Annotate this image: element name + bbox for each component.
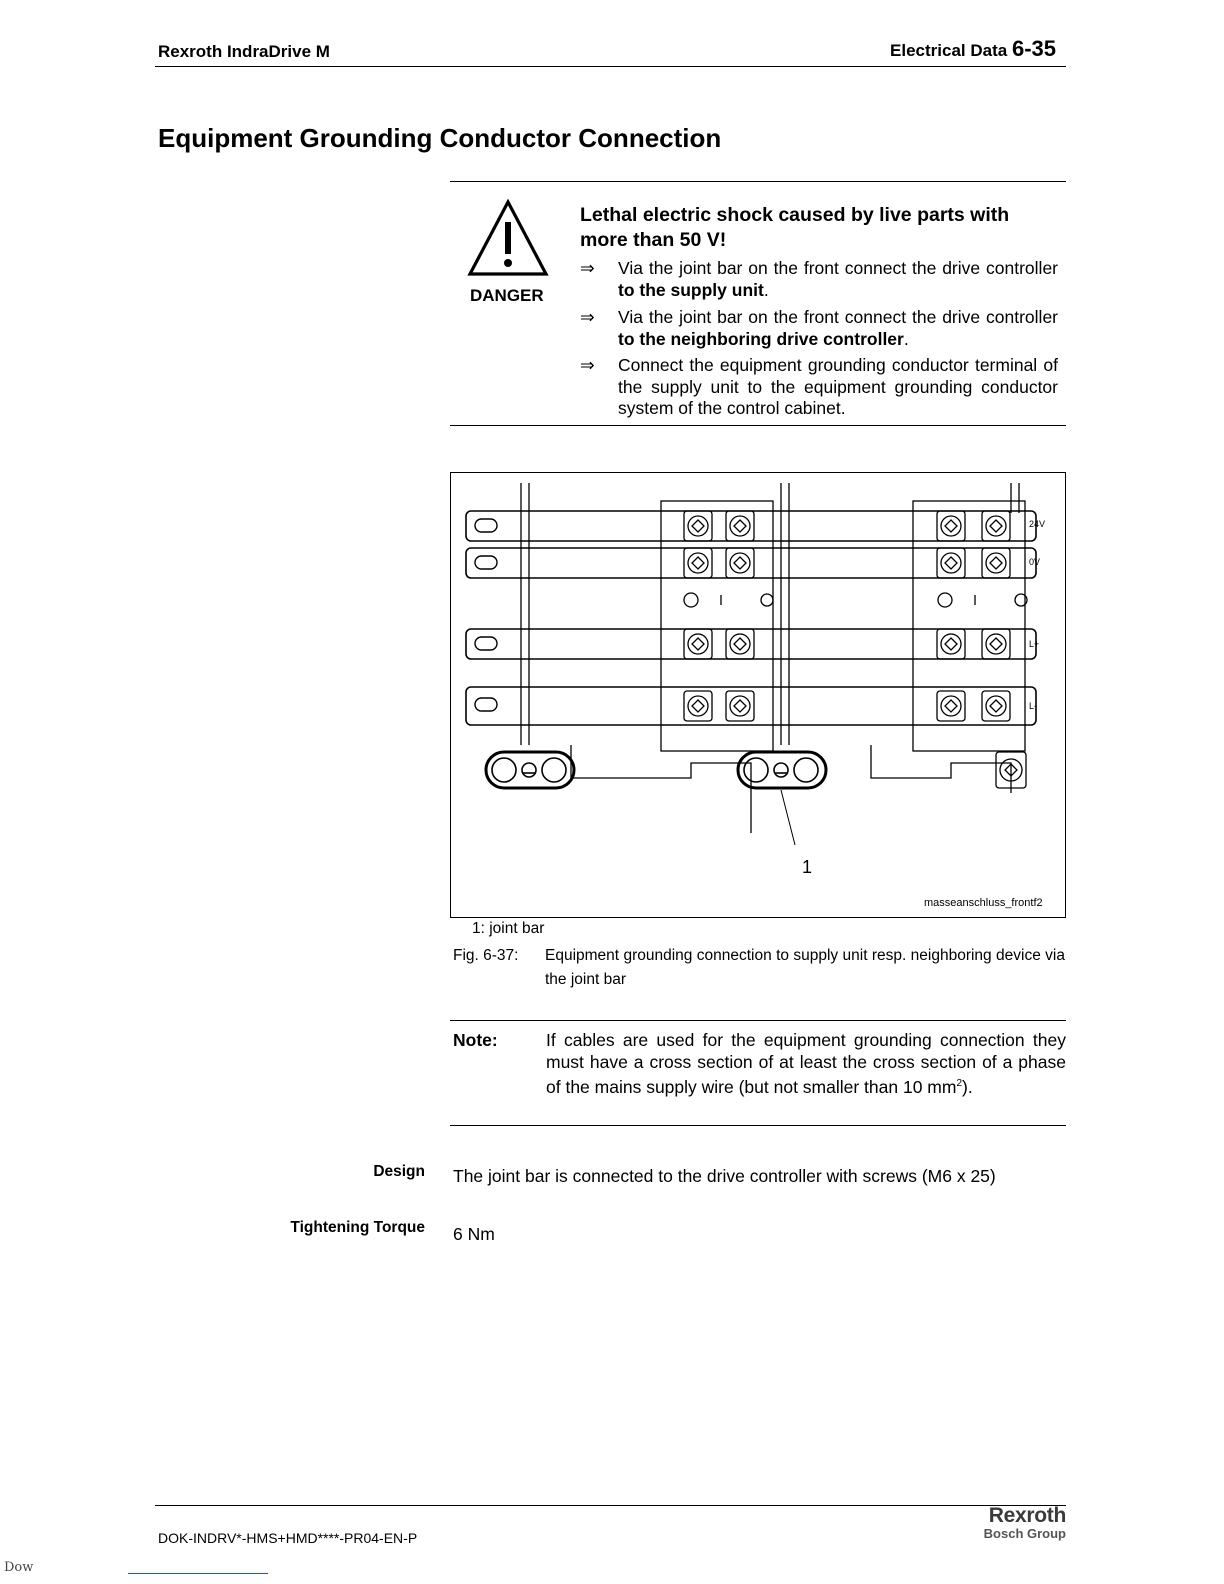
note-bottom-rule — [450, 1125, 1066, 1126]
note-superscript: 2 — [956, 1078, 963, 1089]
danger-top-rule — [450, 181, 1066, 182]
arrow-icon: ⇒ — [580, 355, 595, 375]
terminal-label: 0V — [1029, 557, 1041, 567]
footer-rule — [155, 1505, 1066, 1506]
spec-value-torque: 6 Nm — [453, 1224, 495, 1244]
spec-label-design: Design — [373, 1163, 425, 1180]
danger-heading: Lethal electric shock caused by live parts with more than 50 V! — [580, 204, 1010, 251]
header-section — [890, 36, 1056, 62]
figure-caption — [453, 944, 1065, 992]
terminal-label: 24V — [1029, 519, 1046, 529]
note-top-rule — [450, 1020, 1066, 1021]
header-rule — [155, 66, 1066, 67]
arrow-icon: ⇒ — [580, 307, 595, 327]
danger-item-2 — [580, 307, 1058, 350]
danger-item-bold: to the neighboring drive controller — [618, 328, 904, 349]
corner-link-underline[interactable] — [128, 1573, 268, 1574]
figure-callout: 1 — [802, 857, 813, 877]
header-section-name: Electrical Data — [890, 41, 1008, 60]
logo-brand: Rexroth — [988, 1504, 1066, 1527]
note-text — [546, 1030, 1066, 1098]
rexroth-logo — [984, 1505, 1066, 1541]
danger-item-bold: to the supply unit — [618, 279, 764, 300]
danger-item-1 — [580, 258, 1058, 301]
terminal-label: L- — [1029, 701, 1038, 711]
figure-legend: 1: joint bar — [472, 920, 545, 937]
figure-caption-label: Fig. 6-37: — [453, 947, 519, 964]
joint-bar-drawing — [451, 473, 1065, 917]
danger-item-text: Connect the equipment grounding conductor terminal of the supply unit to the equipment grounding conductor system of the control cabinet. — [618, 355, 1058, 418]
note-text-main: If cables are used for the equipment grounding connection they must have a cross section of at least the cross section of a phase of the mains supply wire (but not smaller than 10 mm — [546, 1030, 1066, 1097]
figure-caption-text: Equipment grounding connection to supply unit resp. neighboring device via the joint bar — [545, 947, 1065, 988]
header-page-number: 6-35 — [1011, 36, 1056, 61]
danger-label: DANGER — [470, 286, 544, 305]
figure-reference: masseanschluss_frontf2 — [924, 897, 1043, 909]
warning-triangle-icon — [466, 198, 550, 278]
danger-item-end: . — [763, 279, 769, 300]
page-title: Equipment Grounding Conductor Connection — [158, 123, 722, 153]
note-label: Note: — [453, 1030, 498, 1050]
note-text-end: ). — [962, 1076, 973, 1097]
danger-item-end: . — [903, 328, 909, 349]
arrow-icon: ⇒ — [580, 258, 595, 278]
danger-item-3 — [580, 355, 1058, 420]
terminal-label: L+ — [1029, 639, 1040, 649]
danger-item-text: Via the joint bar on the front connect the drive controller — [618, 258, 1058, 278]
spec-label-torque: Tightening Torque — [290, 1219, 425, 1236]
corner-text: Dow — [4, 1560, 34, 1575]
footer-doc-id: DOK-INDRV*-HMS+HMD****-PR04-EN-P — [158, 1530, 418, 1546]
logo-group: Bosch Group — [983, 1526, 1066, 1541]
danger-bottom-rule — [450, 425, 1066, 426]
spec-value-design: The joint bar is connected to the drive controller with screws (M6 x 25) — [453, 1166, 996, 1186]
header-product: Rexroth IndraDrive M — [158, 42, 330, 61]
danger-item-text: Via the joint bar on the front connect the drive controller — [618, 307, 1058, 327]
